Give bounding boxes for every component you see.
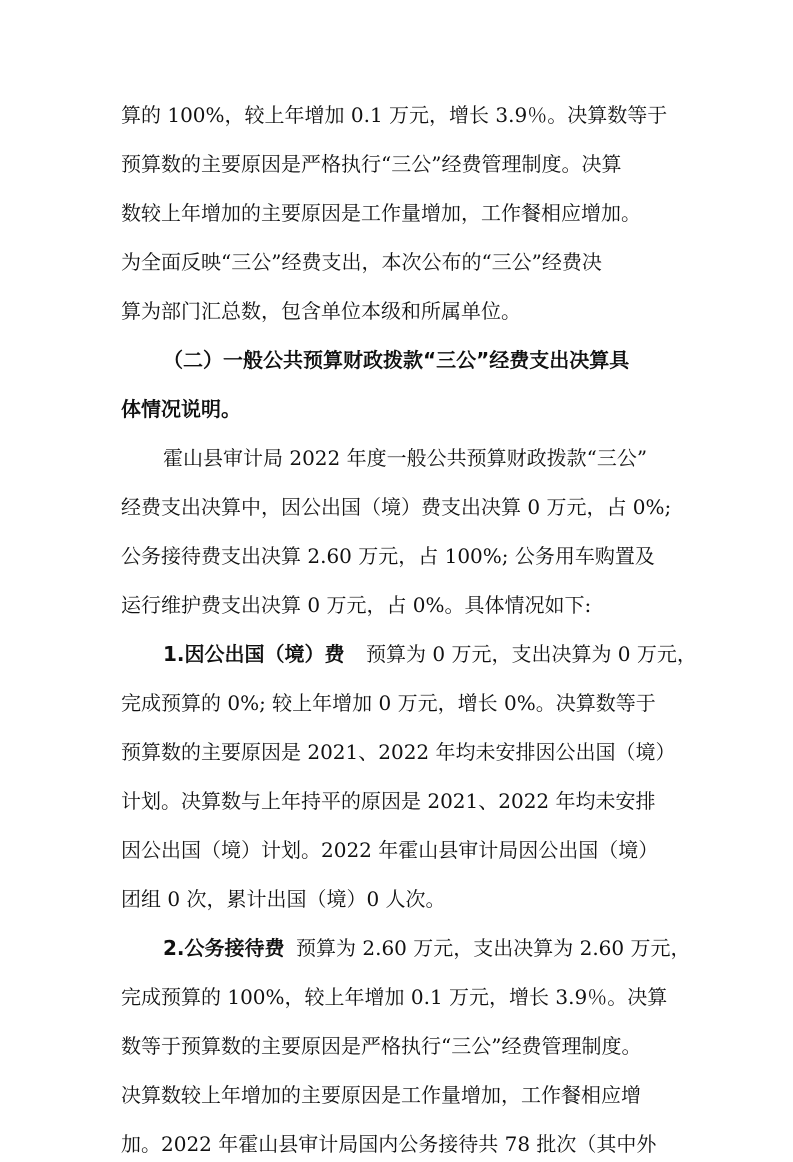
line-text: 完成预算的 0%; 较上年增加 0 万元，增长 0%。决算数等于: [121, 691, 656, 715]
line-text: 运行维护费支出决算 0 万元，占 0%。具体情况如下:: [121, 593, 592, 617]
paragraph-line: [0, 195, 793, 231]
line-text: 完成预算的 100%，较上年增加 0.1 万元，增长 3.9％。决算: [121, 985, 668, 1009]
line-text: 为全面反映“三公”经费支出，本次公布的“三公”经费决: [121, 250, 602, 274]
paragraph-line: [0, 881, 793, 917]
paragraph-line: [0, 1028, 793, 1064]
section-heading: [0, 342, 793, 378]
paragraph-line: [0, 636, 793, 672]
line-text: 公务接待费支出决算 2.60 万元，占 100%; 公务用车购置及: [121, 544, 655, 568]
line-text: 预算数的主要原因是严格执行“三公”经费管理制度。决算: [121, 152, 622, 176]
item-heading-reception: 2.公务接待费: [163, 936, 285, 960]
item-heading-abroad: 1.因公出国（境）费: [163, 642, 345, 666]
section-heading: [0, 391, 793, 427]
section-heading-line-1: （二）一般公共预算财政拨款“三公”经费支出决算具: [163, 348, 630, 372]
paragraph-line: [0, 244, 793, 280]
paragraph-line: [0, 930, 793, 966]
paragraph-line: [0, 97, 793, 133]
line-text: 算为部门汇总数，包含单位本级和所属单位。: [121, 299, 521, 323]
paragraph-line: [0, 832, 793, 868]
section-heading-line-2: 体情况说明。: [121, 397, 241, 421]
paragraph-line: [0, 293, 793, 329]
line-text: 算的 100%，较上年增加 0.1 万元，增长 3.9％。决算数等于: [121, 103, 668, 127]
line-text: 预算数的主要原因是 2021、2022 年均未安排因公出国（境）: [121, 740, 676, 764]
line-text: 霍山县审计局 2022 年度一般公共预算财政拨款“三公”: [163, 446, 648, 470]
paragraph-line: [0, 734, 793, 770]
paragraph-line: [0, 1077, 793, 1113]
line-text: 团组 0 次，累计出国（境）0 人次。: [121, 887, 446, 911]
paragraph-line: [0, 440, 793, 476]
paragraph-line: [0, 783, 793, 819]
line-text: 加。2022 年霍山县审计局国内公务接待共 78 批次（其中外: [121, 1132, 657, 1156]
paragraph-line: [0, 587, 793, 623]
line-text: 决算数较上年增加的主要原因是工作量增加，工作餐相应增: [121, 1083, 641, 1107]
paragraph-line: [0, 1126, 793, 1162]
line-text: 预算为 2.60 万元，支出决算为 2.60 万元，: [296, 936, 691, 960]
line-text: 预算为 0 万元，支出决算为 0 万元，: [366, 642, 697, 666]
paragraph-line: [0, 489, 793, 525]
line-text: 因公出国（境）计划。2022 年霍山县审计局因公出国（境）: [121, 838, 659, 862]
line-text: 经费支出决算中，因公出国（境）费支出决算 0 万元，占 0%;: [121, 495, 672, 519]
paragraph-line: [0, 146, 793, 182]
line-text: 数较上年增加的主要原因是工作量增加，工作餐相应增加。: [121, 201, 641, 225]
paragraph-line: [0, 979, 793, 1015]
line-text: 数等于预算数的主要原因是严格执行“三公”经费管理制度。: [121, 1034, 642, 1058]
paragraph-line: [0, 685, 793, 721]
paragraph-line: [0, 538, 793, 574]
line-text: 计划。决算数与上年持平的原因是 2021、2022 年均未安排: [121, 789, 656, 813]
